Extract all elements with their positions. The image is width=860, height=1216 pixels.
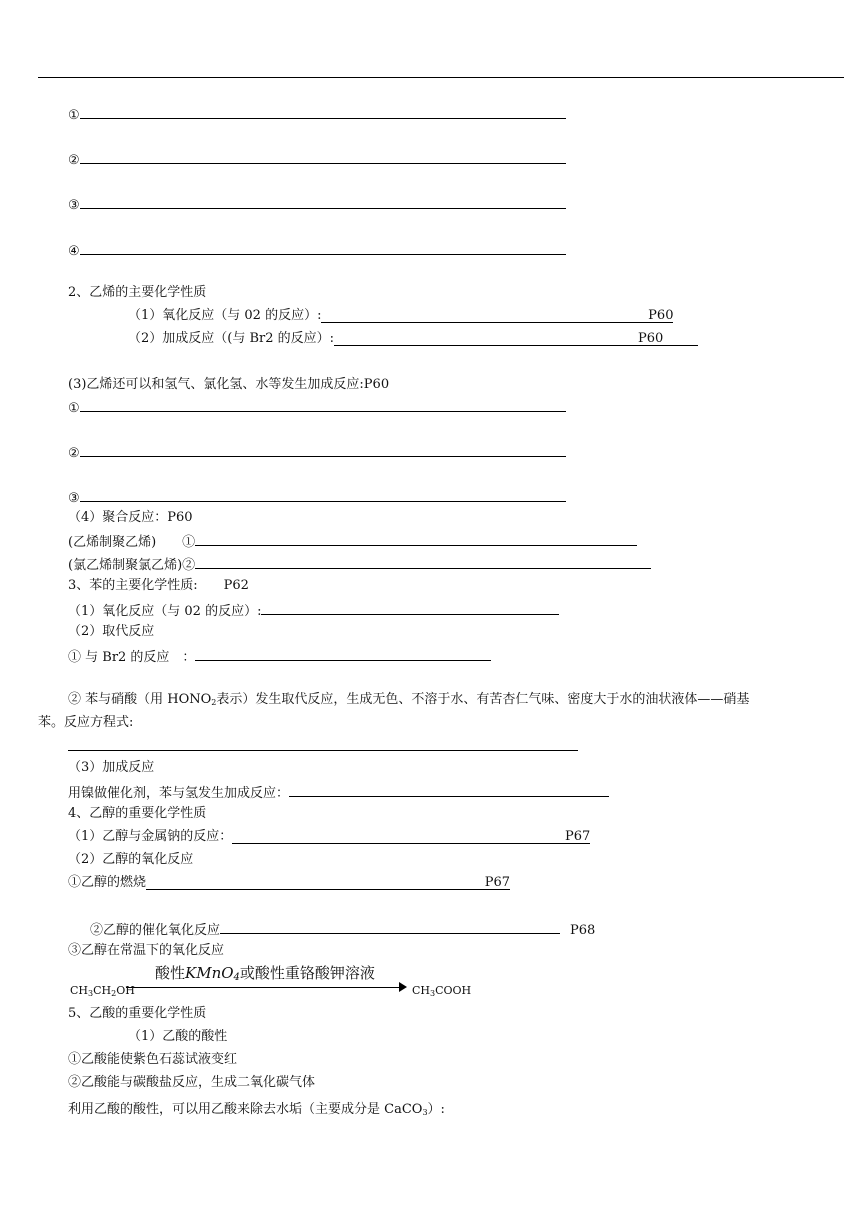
formula-part: COOH — [435, 984, 472, 997]
section4-title: 4、乙醇的重要化学性质 — [68, 806, 207, 821]
reactant — [70, 984, 135, 998]
answer-blank[interactable] — [220, 919, 560, 934]
answer-blank[interactable] — [195, 646, 491, 661]
reaction-arrow — [126, 987, 402, 988]
item-text: ②乙醇的催化氧化反应 — [90, 923, 221, 938]
page-ref: P67 — [484, 875, 511, 890]
page-ref: P67 — [564, 829, 591, 844]
answer-blank[interactable] — [334, 330, 698, 346]
oxidation-equation — [70, 962, 490, 1002]
formula-part: CH — [70, 984, 89, 997]
answer-blank[interactable] — [80, 397, 566, 412]
section5-item1-b: ②乙酸能与碳酸盐反应，生成二氧化碳气体 — [68, 1075, 316, 1090]
answer-blank[interactable] — [80, 149, 566, 164]
item-marker: ② — [68, 153, 80, 168]
section3-item2-a — [68, 646, 491, 664]
section5-title: 5、乙酸的重要化学性质 — [68, 1006, 207, 1021]
section3-item2: （2）取代反应 — [68, 624, 155, 639]
answer-blank[interactable] — [321, 307, 673, 323]
item-text: （2）加成反应（(与 Br2 的反应）: — [128, 331, 335, 346]
item-text: ）: — [427, 1102, 445, 1117]
subscript: 3 — [88, 989, 94, 998]
item-marker: ③ — [68, 491, 80, 506]
item-text: （1）氧化反应（与 02 的反应）: — [68, 604, 262, 619]
item-text: ①乙醇的燃烧 — [68, 875, 147, 890]
item-marker: ① — [68, 108, 80, 123]
section4-item2-a — [68, 874, 510, 892]
section3-item2-b-line2: 苯。反应方程式: — [38, 715, 134, 730]
product — [412, 984, 471, 998]
item-marker: ① — [68, 401, 80, 416]
answer-blank[interactable] — [80, 240, 566, 255]
section5-item1: （1）乙酸的酸性 — [128, 1029, 228, 1044]
answer-blank[interactable] — [68, 749, 578, 751]
section2-item3-blank-1 — [68, 397, 566, 415]
section4-item1 — [68, 828, 590, 846]
section4-item2-c: ③乙醇在常温下的氧化反应 — [68, 943, 225, 958]
answer-blank[interactable] — [80, 442, 566, 457]
section2-item3-blank-3 — [68, 487, 566, 505]
blank-item-1 — [68, 104, 566, 122]
item-text: 表示）发生取代反应，生成无色、不溶于水、有苦杏仁气味、密度大于水的油状液体——硝基 — [216, 692, 750, 707]
item-text: (氯乙烯制聚氯乙烯)② — [68, 558, 196, 573]
page-ref: P60 — [638, 331, 664, 346]
arrow-head-icon — [399, 982, 407, 992]
formula-part: CH — [412, 984, 431, 997]
item-text: (乙烯制聚乙烯) ① — [68, 535, 196, 550]
formula-part: OH — [116, 984, 135, 997]
answer-blank[interactable] — [195, 531, 637, 546]
section3-item3-text — [68, 782, 609, 800]
answer-blank[interactable] — [80, 487, 566, 502]
reaction-condition — [155, 962, 375, 983]
item-text: 利用乙酸的酸性，可以用乙酸来除去水垢（主要成分是 CaCO — [68, 1102, 423, 1117]
page-ref: P68 — [570, 923, 596, 938]
subscript: 3 — [430, 989, 436, 998]
item-marker: ③ — [68, 198, 80, 213]
formula-part: CH — [93, 984, 112, 997]
section3-item1 — [68, 600, 559, 618]
condition-text: 或酸性重铬酸钾溶液 — [239, 964, 375, 982]
answer-blank[interactable] — [146, 874, 510, 890]
subscript: 4 — [233, 972, 240, 983]
section2-item2 — [128, 330, 698, 348]
header-rule — [38, 77, 844, 78]
section5-item1-a: ①乙酸能使紫色石蕊试液变红 — [68, 1052, 238, 1067]
condition-formula: KMnO — [185, 964, 234, 982]
subscript: 2 — [111, 989, 117, 998]
page-ref: P60 — [648, 308, 674, 323]
blank-item-3 — [68, 194, 566, 212]
section2-title: 2、乙烯的主要化学性质 — [68, 285, 207, 300]
section2-item3-blank-2 — [68, 442, 566, 460]
section2-item1 — [128, 307, 673, 325]
section4-item2-b — [90, 919, 595, 937]
blank-item-4 — [68, 240, 566, 258]
item-marker: ④ — [68, 244, 80, 259]
answer-blank[interactable] — [232, 828, 590, 844]
condition-text: 酸性 — [155, 964, 186, 982]
item-text: （1）氧化反应（与 02 的反应）: — [128, 308, 322, 323]
section4-item2: （2）乙醇的氧化反应 — [68, 852, 194, 867]
section2-item3: (3)乙烯还可以和氢气、氯化氢、水等发生加成反应:P60 — [68, 377, 390, 392]
item-text: ② 苯与硝酸（用 HONO — [68, 692, 212, 707]
section5-item1-c — [68, 1101, 445, 1119]
blank-item-2 — [68, 149, 566, 167]
answer-blank[interactable] — [289, 782, 609, 797]
section2-item4-a — [68, 531, 637, 549]
item-text: （1）乙醇与金属钠的反应： — [68, 829, 233, 844]
subscript: 2 — [211, 698, 217, 707]
section3-item3: （3）加成反应 — [68, 760, 155, 775]
section2-item4-b — [68, 554, 651, 572]
item-text: 用镍做催化剂，苯与氢发生加成反应： — [68, 786, 290, 801]
answer-blank[interactable] — [80, 104, 566, 119]
answer-blank[interactable] — [195, 554, 651, 569]
item-marker: ② — [68, 446, 80, 461]
item-text: ① 与 Br2 的反应 ： — [68, 650, 196, 665]
section3-title: 3、苯的主要化学性质: P62 — [68, 578, 249, 593]
section3-item2-b — [68, 691, 749, 709]
section2-item4: （4）聚合反应：P60 — [68, 510, 193, 525]
answer-blank[interactable] — [80, 194, 566, 209]
answer-blank[interactable] — [261, 600, 559, 615]
subscript: 3 — [422, 1108, 428, 1117]
